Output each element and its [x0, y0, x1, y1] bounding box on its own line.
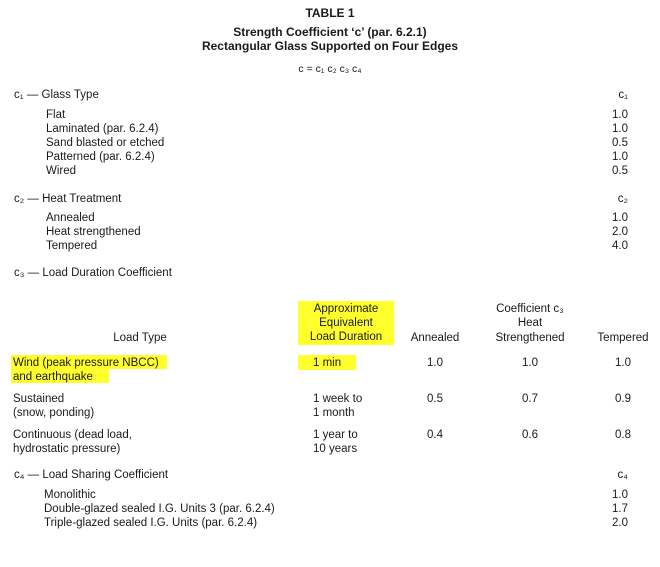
c3-heading: c₃ — Load Duration Coefficient — [14, 267, 172, 279]
c1-item-value: 1.0 — [612, 123, 628, 135]
c1-heading: c₁ — Glass Type — [14, 89, 99, 101]
table-subtitle-2: Rectangular Glass Supported on Four Edges — [201, 39, 459, 53]
coefficient-header-line: Heat — [517, 317, 543, 329]
c2-item-label: Heat strengthened — [46, 226, 141, 238]
tempered-header: Tempered — [597, 332, 649, 344]
strengthened-header: Strengthened — [495, 332, 565, 344]
coefficient-header-line: Coefficient c₃ — [496, 303, 564, 315]
c1-item-label: Flat — [46, 109, 66, 121]
c4-heading: c₄ — Load Sharing Coefficient — [14, 469, 169, 481]
duration-cell: 10 years — [313, 443, 358, 455]
c1-item-label: Patterned (par. 6.2.4) — [46, 151, 155, 163]
load-type-cell: Sustained — [13, 393, 65, 405]
table-subtitle-1: Strength Coefficient ‘c’ (par. 6.2.1) — [233, 25, 427, 39]
c1-item-value: 1.0 — [612, 109, 628, 121]
load-type-header: Load Type — [113, 332, 167, 344]
c2-item-value: 1.0 — [612, 212, 628, 224]
c4-item-value: 1.7 — [612, 503, 628, 515]
tempered-cell: 0.9 — [615, 393, 631, 405]
strengthened-cell: 1.0 — [522, 357, 538, 369]
c1-item-value: 1.0 — [612, 151, 628, 163]
duration-cell: 1 month — [313, 407, 355, 419]
table-title: TABLE 1 — [305, 6, 355, 20]
annealed-cell: 0.4 — [427, 429, 443, 441]
c1-item-label: Sand blasted or etched — [46, 137, 165, 149]
duration-cell: 1 min — [313, 357, 342, 369]
load-type-cell: and earthquake — [13, 371, 93, 383]
c1-item-value: 0.5 — [612, 137, 628, 149]
formula: c = c₁ c₂ c₃ c₄ — [298, 63, 362, 75]
c4-column-label: c₄ — [617, 469, 628, 481]
c4-item-label: Double-glazed sealed I.G. Units 3 (par. 6.2.4) — [44, 503, 275, 515]
annealed-cell: 0.5 — [427, 393, 443, 405]
duration-cell: 1 week to — [313, 393, 363, 405]
tempered-cell: 0.8 — [615, 429, 631, 441]
c2-item-label: Annealed — [46, 212, 95, 224]
c1-column-label: c₁ — [618, 89, 628, 101]
c1-item-label: Laminated (par. 6.2.4) — [46, 123, 159, 135]
duration-cell: 1 year to — [313, 429, 358, 441]
c1-item-label: Wired — [46, 165, 77, 177]
strengthened-cell: 0.7 — [522, 393, 538, 405]
c2-item-value: 2.0 — [612, 226, 628, 238]
duration-header-line: Approximate — [313, 303, 379, 315]
c4-item-label: Triple-glazed sealed I.G. Units (par. 6.2.4) — [44, 517, 258, 529]
annealed-header: Annealed — [410, 332, 460, 344]
c4-item-value: 2.0 — [612, 517, 628, 529]
c4-item-value: 1.0 — [612, 489, 628, 501]
c1-item-value: 0.5 — [612, 165, 628, 177]
load-type-cell: Continuous (dead load, — [13, 429, 132, 441]
strengthened-cell: 0.6 — [522, 429, 538, 441]
c2-heading: c₂ — Heat Treatment — [14, 193, 122, 205]
load-type-cell: hydrostatic pressure) — [13, 443, 121, 455]
duration-header-line: Equivalent — [319, 317, 373, 329]
duration-header-line: Load Duration — [309, 331, 383, 343]
c4-item-label: Monolithic — [44, 489, 96, 501]
c2-column-label: c₂ — [617, 193, 628, 205]
load-type-cell: Wind (peak pressure NBCC) — [13, 357, 159, 369]
annealed-cell: 1.0 — [427, 357, 443, 369]
c2-item-value: 4.0 — [612, 240, 628, 252]
c2-item-label: Tempered — [46, 240, 98, 252]
tempered-cell: 1.0 — [615, 357, 631, 369]
load-type-cell: (snow, ponding) — [13, 407, 95, 419]
